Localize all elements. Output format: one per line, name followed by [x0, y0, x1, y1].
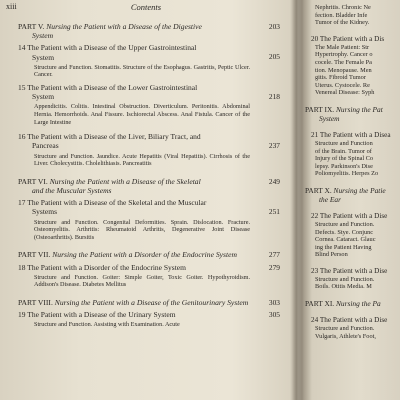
spacer [303, 291, 391, 299]
chapter-topics: gitis. Fibroid Tumor [315, 74, 366, 82]
chapter-title-line: 14 The Patient with a Disease of the Upper Gastrointestinal [18, 43, 197, 53]
right-page [303, 0, 400, 400]
chapter-topics: Cornea. Cataract. Glauc [315, 236, 376, 244]
part-title [18, 177, 280, 195]
chapter-title [18, 43, 280, 61]
chapter-topics: Poliomyelitis. Herpes Zo [315, 170, 379, 178]
page-number: 303 [268, 297, 280, 307]
toc-chapter-entry [18, 310, 280, 319]
spacer [303, 97, 391, 105]
toc-part-heading [305, 299, 391, 308]
chapter-topics: ing the Patient Having [315, 243, 372, 251]
page-number: 237 [268, 141, 280, 151]
chapter-title-line: 16 The Patient with a Disease of the Liver, Biliary Tract, and [18, 132, 201, 142]
chapter-title [18, 132, 280, 150]
part-title-line: Nursing the Patient with a Disease of the Genitourinary System [54, 297, 249, 307]
chapter-topics: Structure and Function. Goiter: Simple Goiter, Toxic Goiter. Hypothyroidism. Addison's Disease. Diabetes Mellitus [34, 273, 250, 289]
toc-chapter-entry: 23 The Patient with a Dise [311, 266, 388, 275]
chapter-topics: Structure and Function. Jaundice. Acute Hepatitis (Viral Hepatitis). Cirrhosis of the Liver. Cholecystitis. Cholelithiasis. Pancreatitis [34, 152, 250, 168]
spacer [303, 178, 391, 186]
page-number: 251 [268, 207, 280, 217]
page-number: 277 [268, 250, 280, 260]
toc-chapter-entry [18, 132, 280, 150]
part-title [18, 298, 280, 307]
right-page-contents [303, 4, 391, 340]
part-title-line: Nursing the Patient with a Disorder of the Endocrine System [52, 250, 237, 260]
chapter-topics: Boils. Otitis Media. M [315, 283, 372, 291]
chapter-title [18, 310, 280, 319]
part-title-continued: the Ear [319, 194, 341, 204]
chapter-title [18, 263, 280, 272]
chapter-title [18, 198, 280, 216]
part-number: PART VI. [18, 176, 48, 186]
toc-chapter-entry: 21 The Patient with a Disea [311, 130, 391, 139]
toc-chapter-entry [18, 43, 280, 61]
toc-chapter-entry [18, 198, 280, 216]
chapter-topics: Structure and Function [315, 139, 373, 147]
chapter-title-line: System [32, 52, 55, 62]
page-folio: xiii [6, 2, 17, 11]
part-number: PART XI. [305, 299, 335, 309]
chapter-topics: of the Brain. Tumor of [315, 147, 372, 155]
chapter-topics: cocele. The Female Pa [315, 58, 372, 66]
page-number: 203 [268, 22, 280, 31]
part-number: PART V. [18, 22, 45, 31]
part-number: PART X. [305, 185, 332, 195]
chapter-title-line: Pancreas [32, 141, 59, 151]
toc-chapter-entry [18, 83, 280, 101]
page-number: 205 [268, 52, 280, 62]
part-title [18, 250, 280, 259]
toc-part-heading [18, 298, 280, 307]
page-number: 249 [268, 176, 280, 186]
toc-part-heading [18, 22, 280, 40]
toc-part-heading [18, 177, 280, 195]
part-title: Nursing the Patie [333, 185, 386, 195]
toc-chapter-entry [18, 263, 280, 272]
spacer [303, 27, 391, 35]
toc-part-heading [18, 250, 280, 259]
page-header [6, 2, 286, 14]
chapter-topics: Tumor of the Kidney. [315, 19, 370, 27]
chapter-topics: Appendicitis. Colitis. Intestinal Obstruction. Diverticulum. Peritonitis. Abdominal Hernia. Hemorrhoids. Anal Fissure. Ischiorectal Abscess. Anal Fistula. Cancer of the Large Intestine [34, 103, 250, 126]
part-number: PART IX. [305, 104, 335, 114]
table-of-contents [18, 22, 280, 333]
chapter-topics: Structure and Function. Assisting with Examination. Acute [34, 321, 180, 329]
chapter-topics: Injury of the Spinal Co [315, 155, 374, 163]
running-head: Contents [130, 2, 162, 12]
part-title [18, 22, 280, 40]
toc-part-heading [305, 105, 391, 114]
chapter-topics: Structure and Function. [315, 220, 375, 228]
spacer [303, 123, 391, 131]
chapter-topics: lepsy. Parkinson's Dise [315, 162, 373, 170]
part-title-continued: System [319, 113, 340, 123]
chapter-topics: Defects. Stye. Conjunc [315, 228, 374, 236]
chapter-topics: Structure and Function. Stomatitis. Structure of the Esophagus. Gastritis, Peptic Ulcer. Cancer. [34, 63, 250, 79]
chapter-topics: Structure and Function. Congenital Deformities. Sprain. Dislocation. Fracture. Osteomyelitis. Arthritis: Rheumatoid Arthritis, Degenerative Joint Disease (Osteoarthritis). Bursitis [34, 218, 250, 241]
toc-chapter-entry: 24 The Patient with a Dise [311, 316, 388, 325]
chapter-topics: Structure and Function. [315, 325, 375, 333]
chapter-topics: The Male Patient: Str [315, 43, 370, 51]
toc-chapter-entry: 22 The Patient with a Dise [311, 211, 388, 220]
chapter-title-line: Systems [32, 207, 58, 217]
toc-chapter-entry: 20 The Patient with a Dis [311, 34, 385, 43]
chapter-topics: fection. Bladder Infe [315, 11, 368, 19]
toc-part-heading [305, 186, 391, 195]
part-title: Nursing the Pat [336, 104, 383, 114]
page-number: 279 [268, 262, 280, 272]
chapter-topics: Venereal Disease: Syph [315, 89, 375, 97]
part-title: Nursing the Pa [336, 299, 381, 309]
chapter-title-line: 15 The Patient with a Disease of the Lower Gastrointestinal [18, 83, 198, 92]
part-title-line: and the Muscular Systems [32, 185, 112, 195]
part-number: PART VII. [18, 250, 51, 260]
book-gutter [290, 0, 304, 400]
spacer [303, 259, 391, 267]
chapter-title-line: 17 The Patient with a Disease of the Skeletal and the Muscular [18, 198, 207, 208]
chapter-title-line: System [32, 92, 55, 102]
chapter-topics: Uterus. Cystocele. Re [315, 81, 370, 89]
chapter-topics: tion. Menopause. Men [315, 66, 372, 74]
chapter-topics: Vulgaris, Athlete's Foot, [315, 332, 376, 340]
chapter-topics: Hypertrophy. Cancer o [315, 51, 373, 59]
spacer [303, 204, 391, 212]
part-title-line: Nursing the Patient with a Disease of the Skeletal [49, 176, 201, 186]
chapter-topics: Blind Person [315, 251, 348, 259]
chapter-title-line: 19 The Patient with a Disease of the Urinary System [18, 310, 176, 320]
page-number: 218 [268, 92, 280, 101]
chapter-title [18, 83, 280, 101]
page-number: 305 [268, 310, 280, 320]
chapter-title-line: 18 The Patient with a Disorder of the Endocrine System [18, 262, 186, 272]
spacer [303, 308, 391, 316]
chapter-topics: Nephritis. Chronic Ne [315, 4, 371, 11]
part-number: PART VIII. [18, 297, 53, 307]
part-title-line: System [32, 31, 54, 41]
chapter-topics: Structure and Function. [315, 275, 375, 283]
part-title-line: Nursing the Patient with a Disease of the Digestive [46, 22, 202, 31]
